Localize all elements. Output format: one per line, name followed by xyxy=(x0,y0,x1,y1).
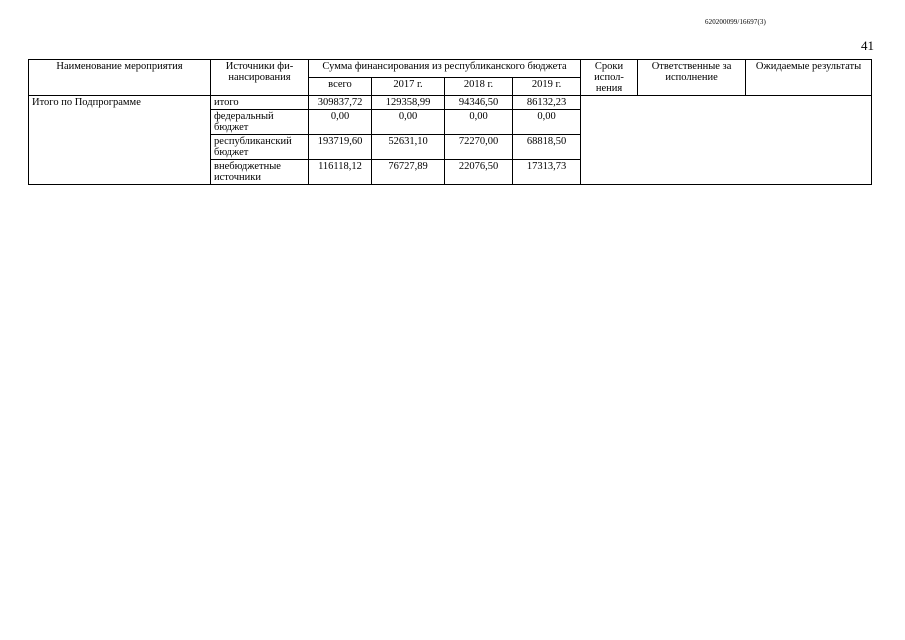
header-sources: Источники фи-нансирования xyxy=(211,60,309,96)
subheader-2018: 2018 г. xyxy=(445,78,513,96)
value-cell: 116118,12 xyxy=(309,160,372,185)
source-cell: итого xyxy=(211,96,309,110)
document-id: 620200099/16697(3) xyxy=(705,18,766,26)
value-cell: 309837,72 xyxy=(309,96,372,110)
subheader-total: всего xyxy=(309,78,372,96)
value-cell: 0,00 xyxy=(372,110,445,135)
value-cell: 193719,60 xyxy=(309,135,372,160)
source-cell: внебюджетные источники xyxy=(211,160,309,185)
header-funding: Сумма финансирования из республиканского бюджета xyxy=(309,60,581,78)
subheader-2019: 2019 г. xyxy=(513,78,581,96)
empty-cell xyxy=(581,96,872,185)
value-cell: 72270,00 xyxy=(445,135,513,160)
value-cell: 76727,89 xyxy=(372,160,445,185)
header-name: Наименование мероприятия xyxy=(29,60,211,96)
source-cell: республиканский бюджет xyxy=(211,135,309,160)
table-row xyxy=(29,96,872,110)
header-results: Ожидаемые результаты xyxy=(746,60,872,96)
subheader-2017: 2017 г. xyxy=(372,78,445,96)
value-cell: 68818,50 xyxy=(513,135,581,160)
source-cell: федеральный бюджет xyxy=(211,110,309,135)
header-responsible: Ответственные за исполнение xyxy=(638,60,746,96)
value-cell: 52631,10 xyxy=(372,135,445,160)
value-cell: 0,00 xyxy=(513,110,581,135)
group-label: Итого по Подпрограмме xyxy=(29,96,211,185)
value-cell: 94346,50 xyxy=(445,96,513,110)
value-cell: 0,00 xyxy=(309,110,372,135)
value-cell: 17313,73 xyxy=(513,160,581,185)
financing-table xyxy=(28,59,872,185)
page-number: 41 xyxy=(861,38,874,53)
value-cell: 22076,50 xyxy=(445,160,513,185)
header-terms: Сроки испол-нения xyxy=(581,60,638,96)
value-cell: 129358,99 xyxy=(372,96,445,110)
value-cell: 0,00 xyxy=(445,110,513,135)
value-cell: 86132,23 xyxy=(513,96,581,110)
